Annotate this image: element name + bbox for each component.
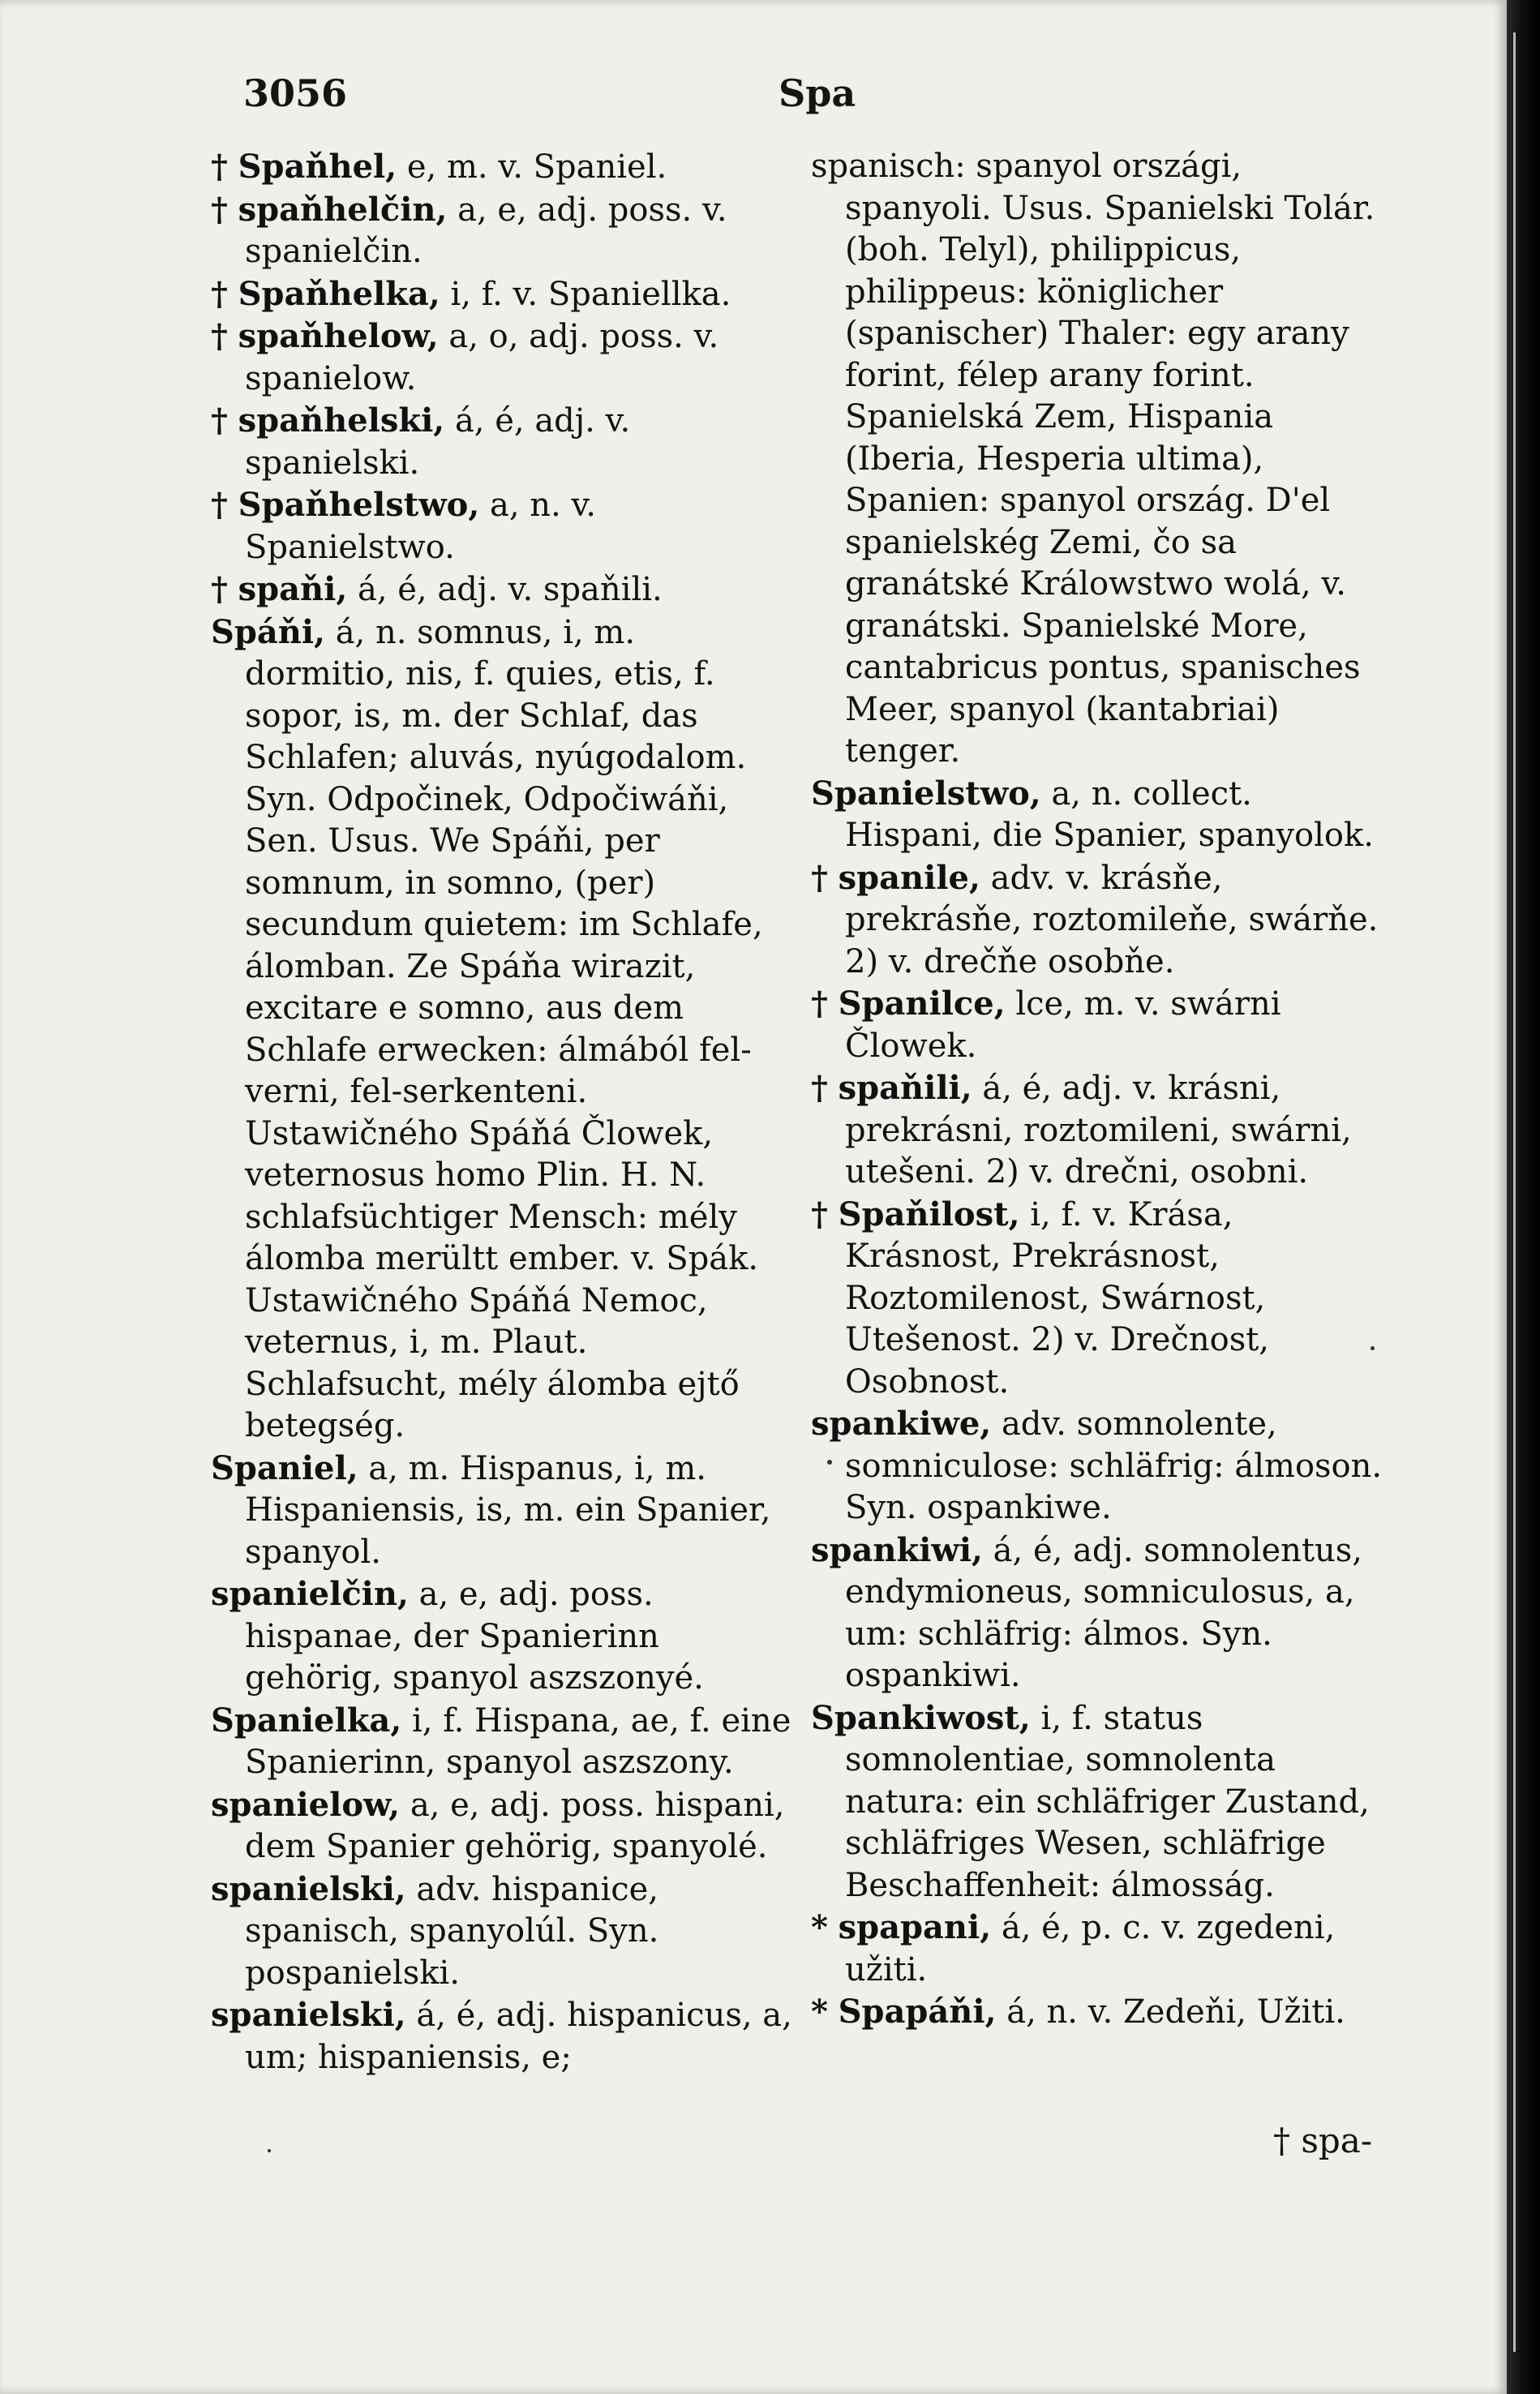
left-column [211, 146, 795, 2079]
headword: Spankiwost, [811, 1698, 1031, 1737]
headword: Spaňhelka, [238, 274, 440, 313]
dictionary-entry [211, 484, 795, 568]
entry-mark: * [811, 1908, 828, 1946]
dictionary-entry [211, 1784, 795, 1868]
dictionary-entry [811, 773, 1395, 857]
headword: spanile, [838, 858, 980, 897]
entry-text: a, o, adj. poss. v. spanielow. [245, 318, 719, 397]
headword: spanielčin, [211, 1575, 409, 1613]
dictionary-entry [811, 857, 1395, 984]
dictionary-entry [211, 146, 795, 189]
dictionary-entry [211, 1573, 795, 1700]
dictionary-entry [811, 146, 1395, 773]
headword: spapani, [838, 1908, 992, 1946]
dictionary-entry [211, 1868, 795, 1995]
entry-text: a, n. collect. Hispani, die Spanier, spanyolok. [845, 774, 1374, 854]
entry-text: lce, m. v. swárni Člowek. [845, 985, 1281, 1065]
entry-text: á, é, p. c. v. zgedeni, užiti. [845, 1909, 1336, 1989]
headword: spaňili, [838, 1069, 972, 1107]
headword: Spaňhel, [238, 148, 397, 186]
dictionary-entry [211, 568, 795, 611]
page-edge [1507, 0, 1540, 2394]
headword: spaňi, [238, 570, 348, 608]
entry-mark: † [211, 486, 228, 524]
dictionary-entry [211, 189, 795, 273]
ink-speck [827, 1460, 832, 1465]
entry-mark: † [211, 190, 228, 229]
dictionary-entry [811, 1907, 1395, 1991]
entry-text: adv. somnolente, somniculose: schläfrig: álmoson. Syn. ospankiwe. [845, 1405, 1383, 1526]
dictionary-entry [811, 983, 1395, 1067]
entry-text: á, é, adj. somnolentus, endymioneus, somniculosus, a, um: schläfrig: álmos. Syn. ospankiwi. [845, 1531, 1363, 1694]
headword: spaňhelski, [238, 401, 445, 440]
headword: Spapáňi, [838, 1993, 997, 2031]
dictionary-entry [211, 611, 795, 1448]
catchword: † spa- [1273, 2121, 1373, 2160]
dictionary-entry [811, 1403, 1395, 1530]
entry-mark: † [811, 1069, 828, 1107]
entry-text: a, m. Hispanus, i, m. Hispaniensis, is, m. ein Spanier, spanyol. [245, 1449, 771, 1571]
entry-mark: † [211, 274, 228, 313]
entry-mark: † [811, 858, 828, 897]
dictionary-entry [811, 1697, 1395, 1907]
ink-speck [1371, 1346, 1375, 1350]
entry-text: e, m. v. Spaniel. [406, 148, 667, 186]
dictionary-entry [811, 1991, 1395, 2034]
entry-text: á, é, adj. v. spaňili. [357, 571, 663, 608]
entry-text: á, é, adj. hispanicus, a, um; hispaniensis, e; [245, 1997, 792, 2076]
ink-speck [268, 2149, 271, 2152]
headword: Spáňi, [211, 612, 325, 651]
entry-text: a, e, adj. poss. hispanae, der Spanierinn gehörig, spanyol aszszonyé. [245, 1576, 704, 1697]
entry-mark: † [211, 317, 228, 355]
entry-mark: † [211, 148, 228, 186]
dictionary-entry [211, 1700, 795, 1784]
entry-text: adv. v. krásňe, prekrásňe, roztomileňe, swárňe. 2) v. drečňe osobňe. [845, 859, 1379, 980]
headword: Spanielka, [211, 1701, 402, 1740]
headword: spanielow, [211, 1785, 401, 1824]
dictionary-entry [211, 273, 795, 316]
entry-text: á, n. v. Zedeňi, Užiti. [1006, 1993, 1345, 2031]
headword: Spaňilost, [838, 1195, 1020, 1233]
dictionary-entry [811, 1530, 1395, 1697]
dictionary-entry [211, 400, 795, 484]
headword: spaňhelčin, [238, 190, 448, 229]
headword: Spaniel, [211, 1448, 358, 1487]
headword: spanielski, [211, 1869, 406, 1908]
entry-mark: † [811, 985, 828, 1023]
dictionary-entry [811, 1067, 1395, 1194]
page-number: 3056 [243, 71, 348, 115]
headword: spankiwe, [811, 1405, 992, 1443]
entry-mark: † [211, 401, 228, 440]
entry-text: a, e, adj. poss. v. spanielčin. [245, 191, 727, 270]
entry-text: adv. hispanice, spanisch, spanyolúl. Syn. pospanielski. [245, 1870, 659, 1992]
headword: Spaňhelstwo, [238, 486, 480, 524]
dictionary-entry [211, 1994, 795, 2079]
entry-text: spanisch: spanyol országi, spanyoli. Usus. Spanielski Tolár. (boh. Telyl), philippicus, philippeus: königlicher (spanischer) Thaler: egy arany forint, félep arany forint. Spanielská Zem, Hispania (Iberia, Hesperia ultima), Spanien: spanyol ország. D'el spanielskég Zemi, čo sa granátské Králowstwo wolá, v. granátski. Spanielské More, cantabricus pontus, spanisches Meer, spanyol (kantabriai) tenger. [811, 148, 1375, 770]
entry-mark: † [211, 570, 228, 608]
entry-text: á, é, adj. v. spanielski. [245, 402, 631, 482]
running-head: Spa [779, 71, 856, 115]
headword: spankiwi, [811, 1530, 983, 1569]
entry-mark: * [811, 1993, 828, 2031]
entry-text: i, f. status somnolentiae, somnolenta natura: ein schläfriger Zustand, schläfriges Wesen, schläfrige Beschaffenheit: álmosság. [845, 1699, 1370, 1904]
entry-text: á, é, adj. v. krásni, prekrásni, roztomileni, swárni, utešeni. 2) v. drečni, osobni. [845, 1070, 1352, 1191]
dictionary-entry [211, 1448, 795, 1574]
entry-text: i, f. v. Spaniellka. [450, 275, 731, 313]
right-column [811, 146, 1395, 2034]
dictionary-entry [211, 315, 795, 400]
entry-mark: † [811, 1195, 828, 1233]
entry-text: á, n. somnus, i, m. dormitio, nis, f. quies, etis, f. sopor, is, m. der Schlaf, das Schlafen; aluvás, nyúgodalom. Syn. Odpočinek, Odpočiwáňi, Sen. Usus. We Spáňi, per somnum, in somno, (per) secundum quietem: im Schlafe, álomban. Ze Spáňa wirazit, excitare e somno, aus dem Schlafe erwecken: álmából fel-verni, fel-serkenteni. Ustawičného Spáňá Člowek, veternosus homo Plin. H. N. schlafsüchtiger Mensch: mély álomba merültt ember. v. Spák. Ustawičného Spáňá Nemoc, veternus, i, m. Plaut. Schlafsucht, mély álomba ejtő betegség. [245, 613, 763, 1444]
headword: spanielski, [211, 1996, 406, 2034]
entry-text: i, f. Hispana, ae, f. eine Spanierinn, spanyol aszszony. [245, 1701, 791, 1781]
headword: spaňhelow, [238, 317, 439, 355]
dictionary-entry [811, 1194, 1395, 1404]
headword: Spanielstwo, [811, 774, 1041, 813]
headword: Spanilce, [838, 985, 1006, 1023]
entry-text: i, f. v. Krása, Krásnost, Prekrásnost, Roztomilenost, Swárnost, Utešenost. 2) v. Drečnost, Osobnost. [845, 1195, 1270, 1401]
entry-text: a, n. v. Spanielstwo. [245, 487, 597, 566]
entry-text: a, e, adj. poss. hispani, dem Spanier gehörig, spanyolé. [245, 1786, 785, 1865]
page-header [243, 71, 1460, 136]
